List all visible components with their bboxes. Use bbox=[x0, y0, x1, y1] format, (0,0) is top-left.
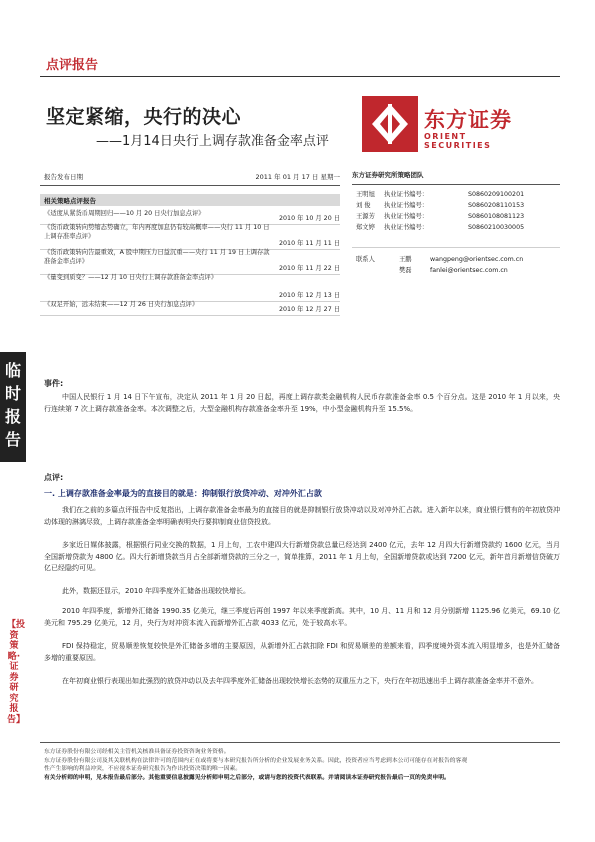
comment-paragraph: FDI 保持稳定，贸易顺差恢复较快是外汇储备多增的主要原因，从新增外汇占款扣除 FDI 和贸易顺差的差额来看，四季度境外资本流入明显增多，也是外汇储备多增的重要原因。 bbox=[44, 642, 560, 662]
related-report-title[interactable]: 《货币政策转向势缩态势确立，年内再度加息仍有较高概率——央行 11 月 10 日上调存准率点评》 bbox=[44, 224, 270, 240]
report-title: 坚定紧缩，央行的决心 bbox=[46, 106, 242, 128]
comment-paragraph: 多家近日媒体披露，根据银行同业交换的数据，1 月上旬，工农中建四大行新增贷款总量已经达到 2400 亿元，去年 12 月四大行新增贷款约 1600 亿元，当月全国新增贷款为 4800 亿。四大行新增贷款当月占全部新增贷款的三分之一，简单推算，2011 年 1 月上旬，全国新增贷款或达到 7200 亿元，新年首月新增信贷破万亿已经隐约可见。 bbox=[44, 541, 560, 572]
related-report-date: 2010 年 12 月 27 日 bbox=[279, 306, 340, 313]
event-body: 中国人民银行 1 月 14 日下午宣布，决定从 2011 年 1 月 20 日起，再度上调存款类金融机构人民币存款准备金率 0.5 个百分点。这是 2010 年 1 月以来，央行连续第 7 次上调存款准备金率。本次调整之后，大型金融机构存款准备金率升至 19%，中小型金融机构升至 15.5%。 bbox=[44, 393, 560, 413]
footer-divider bbox=[40, 742, 560, 743]
related-reports-list bbox=[40, 209, 340, 314]
analyst-row bbox=[356, 200, 560, 211]
contact-email-link[interactable]: wangpeng@orientsec.com.cn bbox=[430, 256, 524, 263]
contact-email-link[interactable]: fanlei@orientsec.com.cn bbox=[430, 267, 508, 274]
related-report-item[interactable] bbox=[40, 223, 340, 248]
cert-label: 执业证书编号： bbox=[384, 213, 429, 220]
contact-row bbox=[356, 254, 560, 265]
related-report-item[interactable] bbox=[40, 248, 340, 273]
logo-name-en: ORIENT SECURITIES bbox=[424, 132, 492, 150]
related-report-date: 2010 年 11 月 22 日 bbox=[279, 265, 340, 272]
comment-paragraph: 我们在之前的多篇点评报告中反复指出，上调存款准备金率最为的直接目的就是抑制银行放贷冲动以及对冲外汇占款。进入新年以来，商业银行惯有的年初放贷冲动体现的淋漓尽致，上调存款准备金率明确表明央行要抑制商业信贷投放。 bbox=[44, 506, 560, 526]
cert-id: S0860210030005 bbox=[468, 224, 525, 231]
cert-id: S0860208110153 bbox=[468, 202, 525, 209]
release-label: 报告发布日期 bbox=[44, 173, 83, 181]
report-subtitle: ——1月14日央行上调存款准备金率点评 bbox=[96, 134, 329, 149]
report-type-label: 点评报告 bbox=[46, 58, 99, 73]
related-report-item[interactable] bbox=[40, 300, 340, 314]
analyst-row bbox=[356, 211, 560, 222]
orient-logo-icon bbox=[362, 96, 418, 152]
cert-id: S0860209100201 bbox=[468, 191, 525, 198]
related-report-title[interactable]: 《量变到质变？——12 月 10 日央行上调存款准备金率点评》 bbox=[44, 274, 218, 281]
contact-list bbox=[356, 254, 560, 276]
disclaimer bbox=[44, 748, 560, 782]
cert-label: 执业证书编号： bbox=[384, 191, 429, 198]
event-heading: 事件: bbox=[44, 379, 64, 388]
team-divider bbox=[352, 184, 560, 185]
related-report-title[interactable]: 《双足开始，远未结束——12 月 26 日央行加息点评》 bbox=[44, 301, 199, 308]
contact-name: 樊磊 bbox=[399, 267, 412, 274]
related-reports-heading: 相关策略点评报告 bbox=[40, 194, 340, 206]
related-report-title[interactable]: 《适度从紧货币周期回归——10 月 20 日央行加息点评》 bbox=[44, 210, 205, 217]
disclaimer-line: 性产生影响的利益冲突，不应视本证券研究报告为作出投资决策的唯一因素。 bbox=[44, 766, 242, 772]
contact-label: 联系人 bbox=[356, 256, 375, 263]
analyst-name: 刘 俊 bbox=[356, 202, 371, 209]
comment-paragraph: 此外，数据还显示，2010 年四季度外汇储备出现较快增长。 bbox=[62, 587, 251, 595]
comment-paragraph: 2010 年四季度，新增外汇储备 1990.35 亿美元，继三季度后再创 1997 年以来季度新高。其中，10 月、11 月和 12 月分别新增 1125.96 亿美元，69.10 亿美元和 795.29 亿美元，12 月，央行为对冲资本流入而新增外汇占款 4033 亿元，处于较高水平。 bbox=[44, 607, 560, 627]
cert-label: 执业证书编号： bbox=[384, 202, 429, 209]
disclaimer-line: 东方证券股份有限公司及其关联机构在法律许可的范围内正在或将要与本研究报告所分析的企业发展业务关系。因此，投资者应当考虑到本公司可能存在对报告的客观 bbox=[44, 757, 468, 764]
contact-row bbox=[356, 265, 560, 276]
related-report-item[interactable] bbox=[40, 273, 340, 300]
team-heading: 东方证券研究所策略团队 bbox=[352, 171, 424, 179]
meta-divider bbox=[40, 185, 340, 186]
logo-name-cn: 东方证券 bbox=[424, 108, 512, 132]
related-report-date: 2010 年 12 月 13 日 bbox=[279, 292, 340, 299]
header-divider bbox=[40, 76, 560, 77]
related-report-date: 2010 年 10 月 20 日 bbox=[279, 215, 340, 222]
comment-heading: 点评: bbox=[44, 473, 64, 482]
cert-label: 执业证书编号： bbox=[384, 224, 429, 231]
company-logo bbox=[362, 96, 532, 156]
analyst-name: 郑文婷 bbox=[356, 224, 375, 231]
analyst-row bbox=[356, 189, 560, 200]
cert-id: S0860108081123 bbox=[468, 213, 525, 220]
sidebar-char: 告 bbox=[4, 430, 21, 449]
contact-divider bbox=[352, 247, 560, 248]
disclaimer-notice: 有关分析师的申明，见本报告最后部分。其他重要信息披露见分析师申明之后部分，或请与您的投资代表联系。并请阅读本证券研究报告最后一页的免责申明。 bbox=[44, 774, 450, 781]
analyst-name: 王源芳 bbox=[356, 213, 375, 220]
release-date: 2011 年 01 月 17 日 星期一 bbox=[255, 173, 340, 181]
sidebar-tag bbox=[0, 352, 26, 462]
related-report-title[interactable]: 《货币政策转向告最重效，A 股中期压力日益沉重——央行 11 月 19 日上调存款准备金率点评》 bbox=[44, 249, 270, 265]
row-divider bbox=[40, 315, 340, 316]
analyst-name: 王明旭 bbox=[356, 191, 375, 198]
related-report-date: 2010 年 11 月 11 日 bbox=[279, 240, 340, 247]
sidebar-vertical-label: 【投资策略·证券研究报告】 bbox=[7, 620, 26, 725]
related-report-item[interactable] bbox=[40, 209, 340, 223]
sidebar-char: 临 bbox=[4, 361, 21, 380]
section-heading: 一. 上调存款准备金率最为的直接目的就是：抑制银行放贷冲动、对冲外汇占款 bbox=[44, 489, 322, 498]
release-row bbox=[40, 170, 340, 184]
contact-name: 王鹏 bbox=[399, 256, 412, 263]
disclaimer-line: 东方证券股份有限公司经相关主管机关核准具备证券投资咨询业务资格。 bbox=[44, 749, 230, 755]
analyst-list bbox=[356, 189, 560, 233]
sidebar-char: 时 bbox=[4, 384, 21, 403]
comment-paragraph: 在年初商业银行表现出如此强烈的放贷冲动以及去年四季度外汇储备出现较快增长态势的双重压力之下，央行在年初迅速出手上调存款准备金率并不意外。 bbox=[62, 677, 538, 685]
analyst-row bbox=[356, 222, 560, 233]
sidebar-char: 报 bbox=[4, 407, 21, 426]
